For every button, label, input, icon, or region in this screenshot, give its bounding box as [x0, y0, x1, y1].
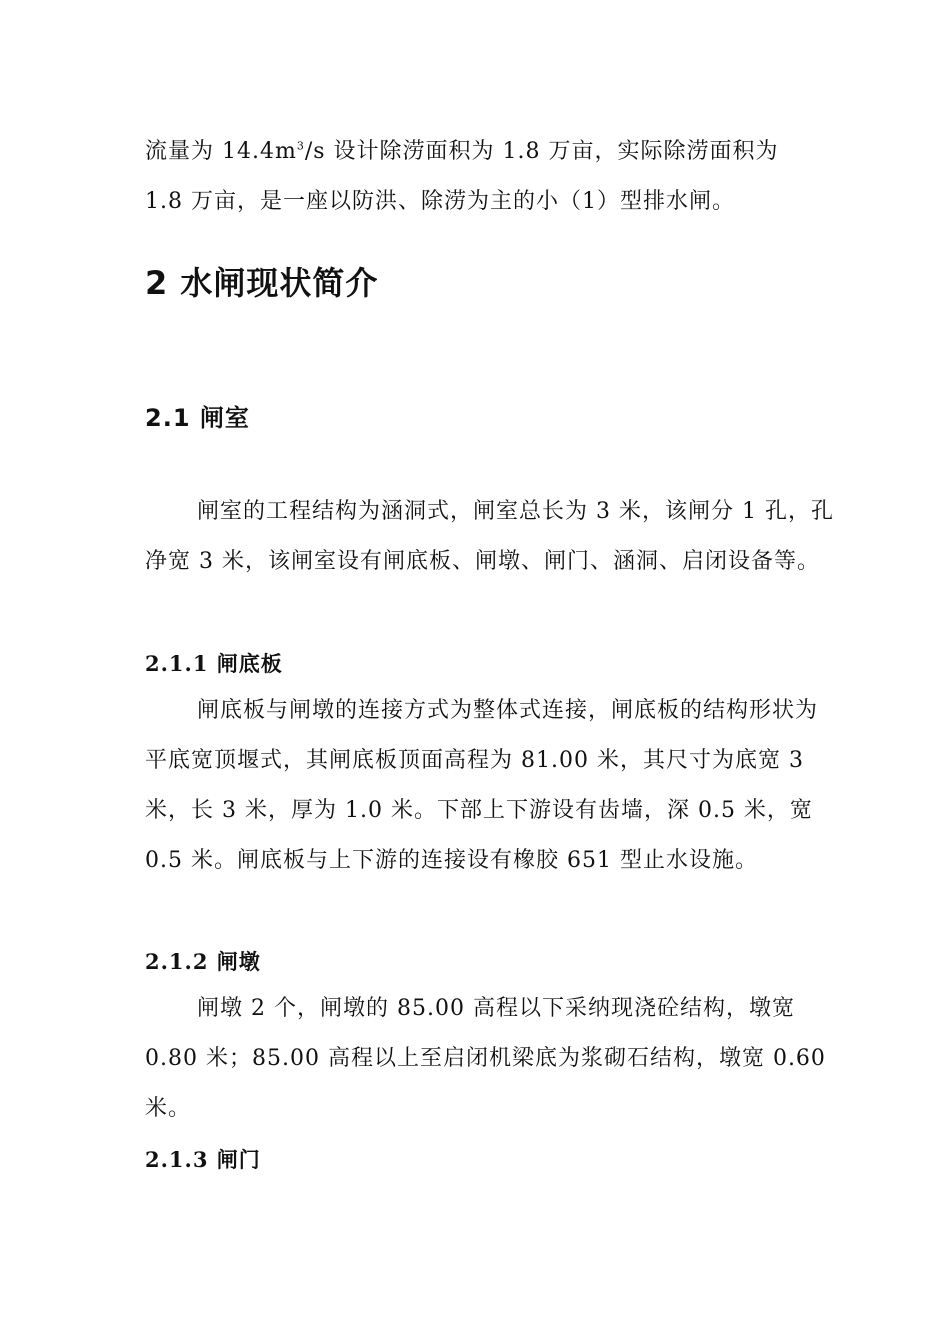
- section-2-1-1-body: 闸底板与闸墩的连接方式为整体式连接，闸底板的结构形状为平底宽顶堰式，其闸底板顶面高程为 81.00 米，其尺寸为底宽 3 米，长 3 米，厚为 1.0 米。下部上下游设有齿墙，深 0.5 米，宽 0.5 米。闸底板与上下游的连接设有橡胶 651 型止水设施。: [145, 698, 819, 873]
- section-2-1-2-body: 闸墩 2 个，闸墩的 85.00 高程以下采纳现浇砼结构，墩宽 0.80 米；85.00 高程以上至启闭机梁底为浆砌石结构，墩宽 0.60 米。: [145, 996, 826, 1121]
- intro-line-1: 流量为 $14.4m^3/s$ 设计除涝面积为 1.8 万亩，实际除涝面积为: [145, 139, 779, 164]
- section-2-1-1-heading: 2.1.1 闸底板: [145, 651, 283, 676]
- section-2-1-2-heading: 2.1.2 闸墩: [145, 949, 261, 974]
- superscript-3: 3: [296, 139, 305, 153]
- intro-line-2: 1.8 万亩，是一座以防洪、除涝为主的小（1）型排水闸。: [145, 189, 735, 214]
- section-2-1-3-heading: 2.1.3 闸门: [145, 1147, 261, 1172]
- section-2-1-body: 闸室的工程结构为涵洞式，闸室总长为 3 米，该闸分 1 孔，孔净宽 3 米，该闸室设有闸底板、闸墩、闸门、涵洞、启闭设备等。: [145, 499, 834, 574]
- section-2-heading: 2 水闸现状简介: [145, 264, 379, 302]
- section-2-1-heading: 2.1 闸室: [145, 404, 250, 432]
